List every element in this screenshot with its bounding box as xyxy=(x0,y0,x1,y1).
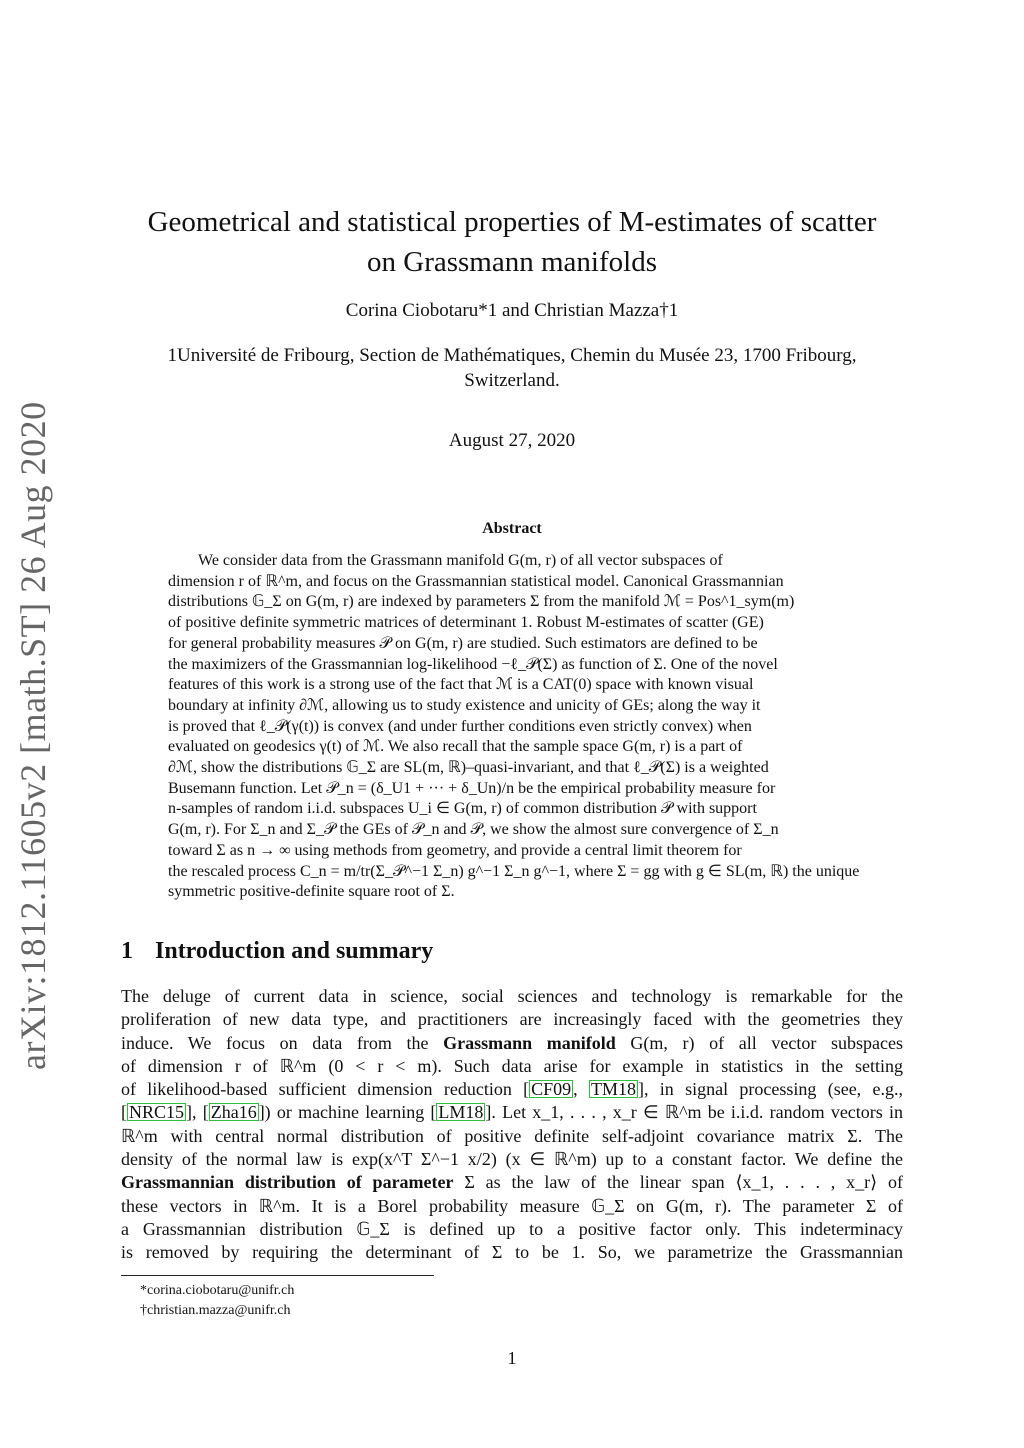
footnotes xyxy=(140,1281,294,1321)
abstract-line: features of this work is a strong use of the fact that ℳ is a CAT(0) space with known visual xyxy=(168,676,754,694)
title-line-1: Geometrical and statistical properties of M-estimates of scatter xyxy=(147,206,877,238)
intro-line: these vectors in ℝ^m. It is a Borel probability measure 𝔾_Σ on G(m, r). The parameter Σ of xyxy=(121,1195,903,1216)
paper-date: August 27, 2020 xyxy=(448,430,576,451)
abstract-line: the rescaled process C_n = m/tr(Σ_𝒫^−1 Σ_n) g^−1 Σ_n g^−1, where Σ = gg with g ∈ SL(m, ℝ) the unique xyxy=(168,862,860,880)
title-line-2: on Grassmann manifolds xyxy=(367,246,657,278)
section-title-text: Introduction and summary xyxy=(155,938,434,964)
abstract-line: dimension r of ℝ^m, and focus on the Grassmannian statistical model. Canonical Grassmannian xyxy=(168,572,784,590)
abstract-line: Busemann function. Let 𝒫_n = (δ_U1 + ··· + δ_Un)/n be the empirical probability measure for xyxy=(168,779,776,797)
abstract-line: ∂ℳ, show the distributions 𝔾_Σ are SL(m, ℝ)–quasi-invariant, and that ℓ_𝒫(Σ) is a weighted xyxy=(168,759,769,777)
abstract-line: the maximizers of the Grassmannian log-likelihood −ℓ_𝒫(Σ) as function of Σ. One of the novel xyxy=(168,655,778,673)
abstract-line: symmetric positive-definite square root of Σ. xyxy=(168,883,455,901)
citation-link[interactable]: Zha16 xyxy=(210,1102,257,1123)
intro-line: of likelihood-based sufficient dimension reduction [ CF09 , TM18 ], in signal processing (see, e.g., xyxy=(121,1079,903,1100)
abstract-line: We consider data from the Grassmann manifold G(m, r) of all vector subspaces of xyxy=(198,552,723,569)
intro-line: The deluge of current data in science, social sciences and technology is remarkable for the xyxy=(121,986,903,1006)
abstract-heading: Abstract xyxy=(482,520,542,537)
intro-line: density of the normal law is exp(x^T Σ^−1 x/2) (x ∈ ℝ^m) up to a constant factor. We define the xyxy=(121,1149,903,1170)
citation-link[interactable]: TM18 xyxy=(590,1079,636,1100)
abstract-line: of positive definite symmetric matrices of determinant 1. Robust M-estimates of scatter (GE) xyxy=(168,614,764,632)
intro-line: ℝ^m with central normal distribution of positive definite self-adjoint covariance matrix Σ. The xyxy=(121,1125,903,1146)
citation-link[interactable]: CF09 xyxy=(531,1079,572,1100)
section-number: 1 xyxy=(121,938,133,964)
abstract-line: distributions 𝔾_Σ on G(m, r) are indexed by parameters Σ from the manifold ℳ = Pos^1_sym(m) xyxy=(168,593,795,611)
abstract-line: evaluated on geodesics γ(t) of ℳ. We also recall that the sample space G(m, r) is a part of xyxy=(168,738,743,756)
affiliation-line-1: 1Université de Fribourg, Section de Mathématiques, Chemin du Musée 23, 1700 Fribourg, xyxy=(167,345,857,366)
abstract-line: is proved that ℓ_𝒫(γ(t)) is convex (and under further conditions even strictly convex) when xyxy=(168,717,752,735)
footnote-email-ciobotaru: *corina.ciobotaru@unifr.ch xyxy=(140,1283,295,1298)
affiliation xyxy=(110,343,914,393)
abstract-line: toward Σ as n → ∞ using methods from geometry, and provide a central limit theorem for xyxy=(168,841,742,859)
intro-line: is removed by requiring the determinant of Σ to be 1. So, we parametrize the Grassmannian xyxy=(121,1242,903,1263)
paper-title xyxy=(100,202,924,282)
page-number: 1 xyxy=(507,1348,517,1368)
abstract-body xyxy=(168,551,860,903)
bold-term: Grassmann manifold xyxy=(443,1032,616,1053)
section-heading xyxy=(121,938,433,965)
affiliation-line-2: Switzerland. xyxy=(464,370,560,391)
intro-line: a Grassmannian distribution 𝔾_Σ is defined up to a positive factor only. This indeterminacy xyxy=(121,1218,903,1239)
bold-term: Grassmannian distribution of parameter xyxy=(121,1172,454,1193)
footnote-divider xyxy=(121,1275,434,1276)
abstract-line: for general probability measures 𝒫 on G(m, r) are studied. Such estimators are defined to be xyxy=(168,634,758,652)
intro-line: induce. We focus on data from the Grassmann manifold G(m, r) of all vector subspaces xyxy=(121,1032,903,1053)
intro-line: proliferation of new data type, and practitioners are increasingly faced with the geometries they xyxy=(121,1009,903,1030)
arxiv-identifier-stamp: arXiv:1812.11605v2 [math.ST] 26 Aug 2020 xyxy=(13,401,53,1070)
intro-line: Grassmannian distribution of parameter Σ as the law of the linear span ⟨x_1, . . . , x_r⟩ of xyxy=(121,1172,903,1193)
abstract-line: G(m, r). For Σ_n and Σ_𝒫 the GEs of 𝒫_n and 𝒫, we show the almost sure convergence of Σ_n xyxy=(168,821,779,839)
abstract-line: n-samples of random i.i.d. subspaces U_i ∈ G(m, r) of common distribution 𝒫 with support xyxy=(168,800,757,818)
citation-link[interactable]: LM18 xyxy=(438,1102,484,1123)
footnote-email-mazza: †christian.mazza@unifr.ch xyxy=(140,1303,291,1318)
intro-line: of dimension r of ℝ^m (0 < r < m). Such data arise for example in statistics in the setting xyxy=(121,1055,903,1076)
introduction-body xyxy=(121,985,903,1265)
abstract-line: boundary at infinity ∂ℳ, allowing us to study existence and unicity of GEs; along the way it xyxy=(168,696,761,714)
intro-line: [ NRC15 ], [ Zha16 ]) or machine learning [ LM18 ]. Let x_1, . . . , x_r ∈ ℝ^m be i.i.d. random vectors in xyxy=(121,1102,903,1123)
citation-link[interactable]: NRC15 xyxy=(129,1102,185,1123)
authors: Corina Ciobotaru*1 and Christian Mazza†1 xyxy=(345,300,679,321)
